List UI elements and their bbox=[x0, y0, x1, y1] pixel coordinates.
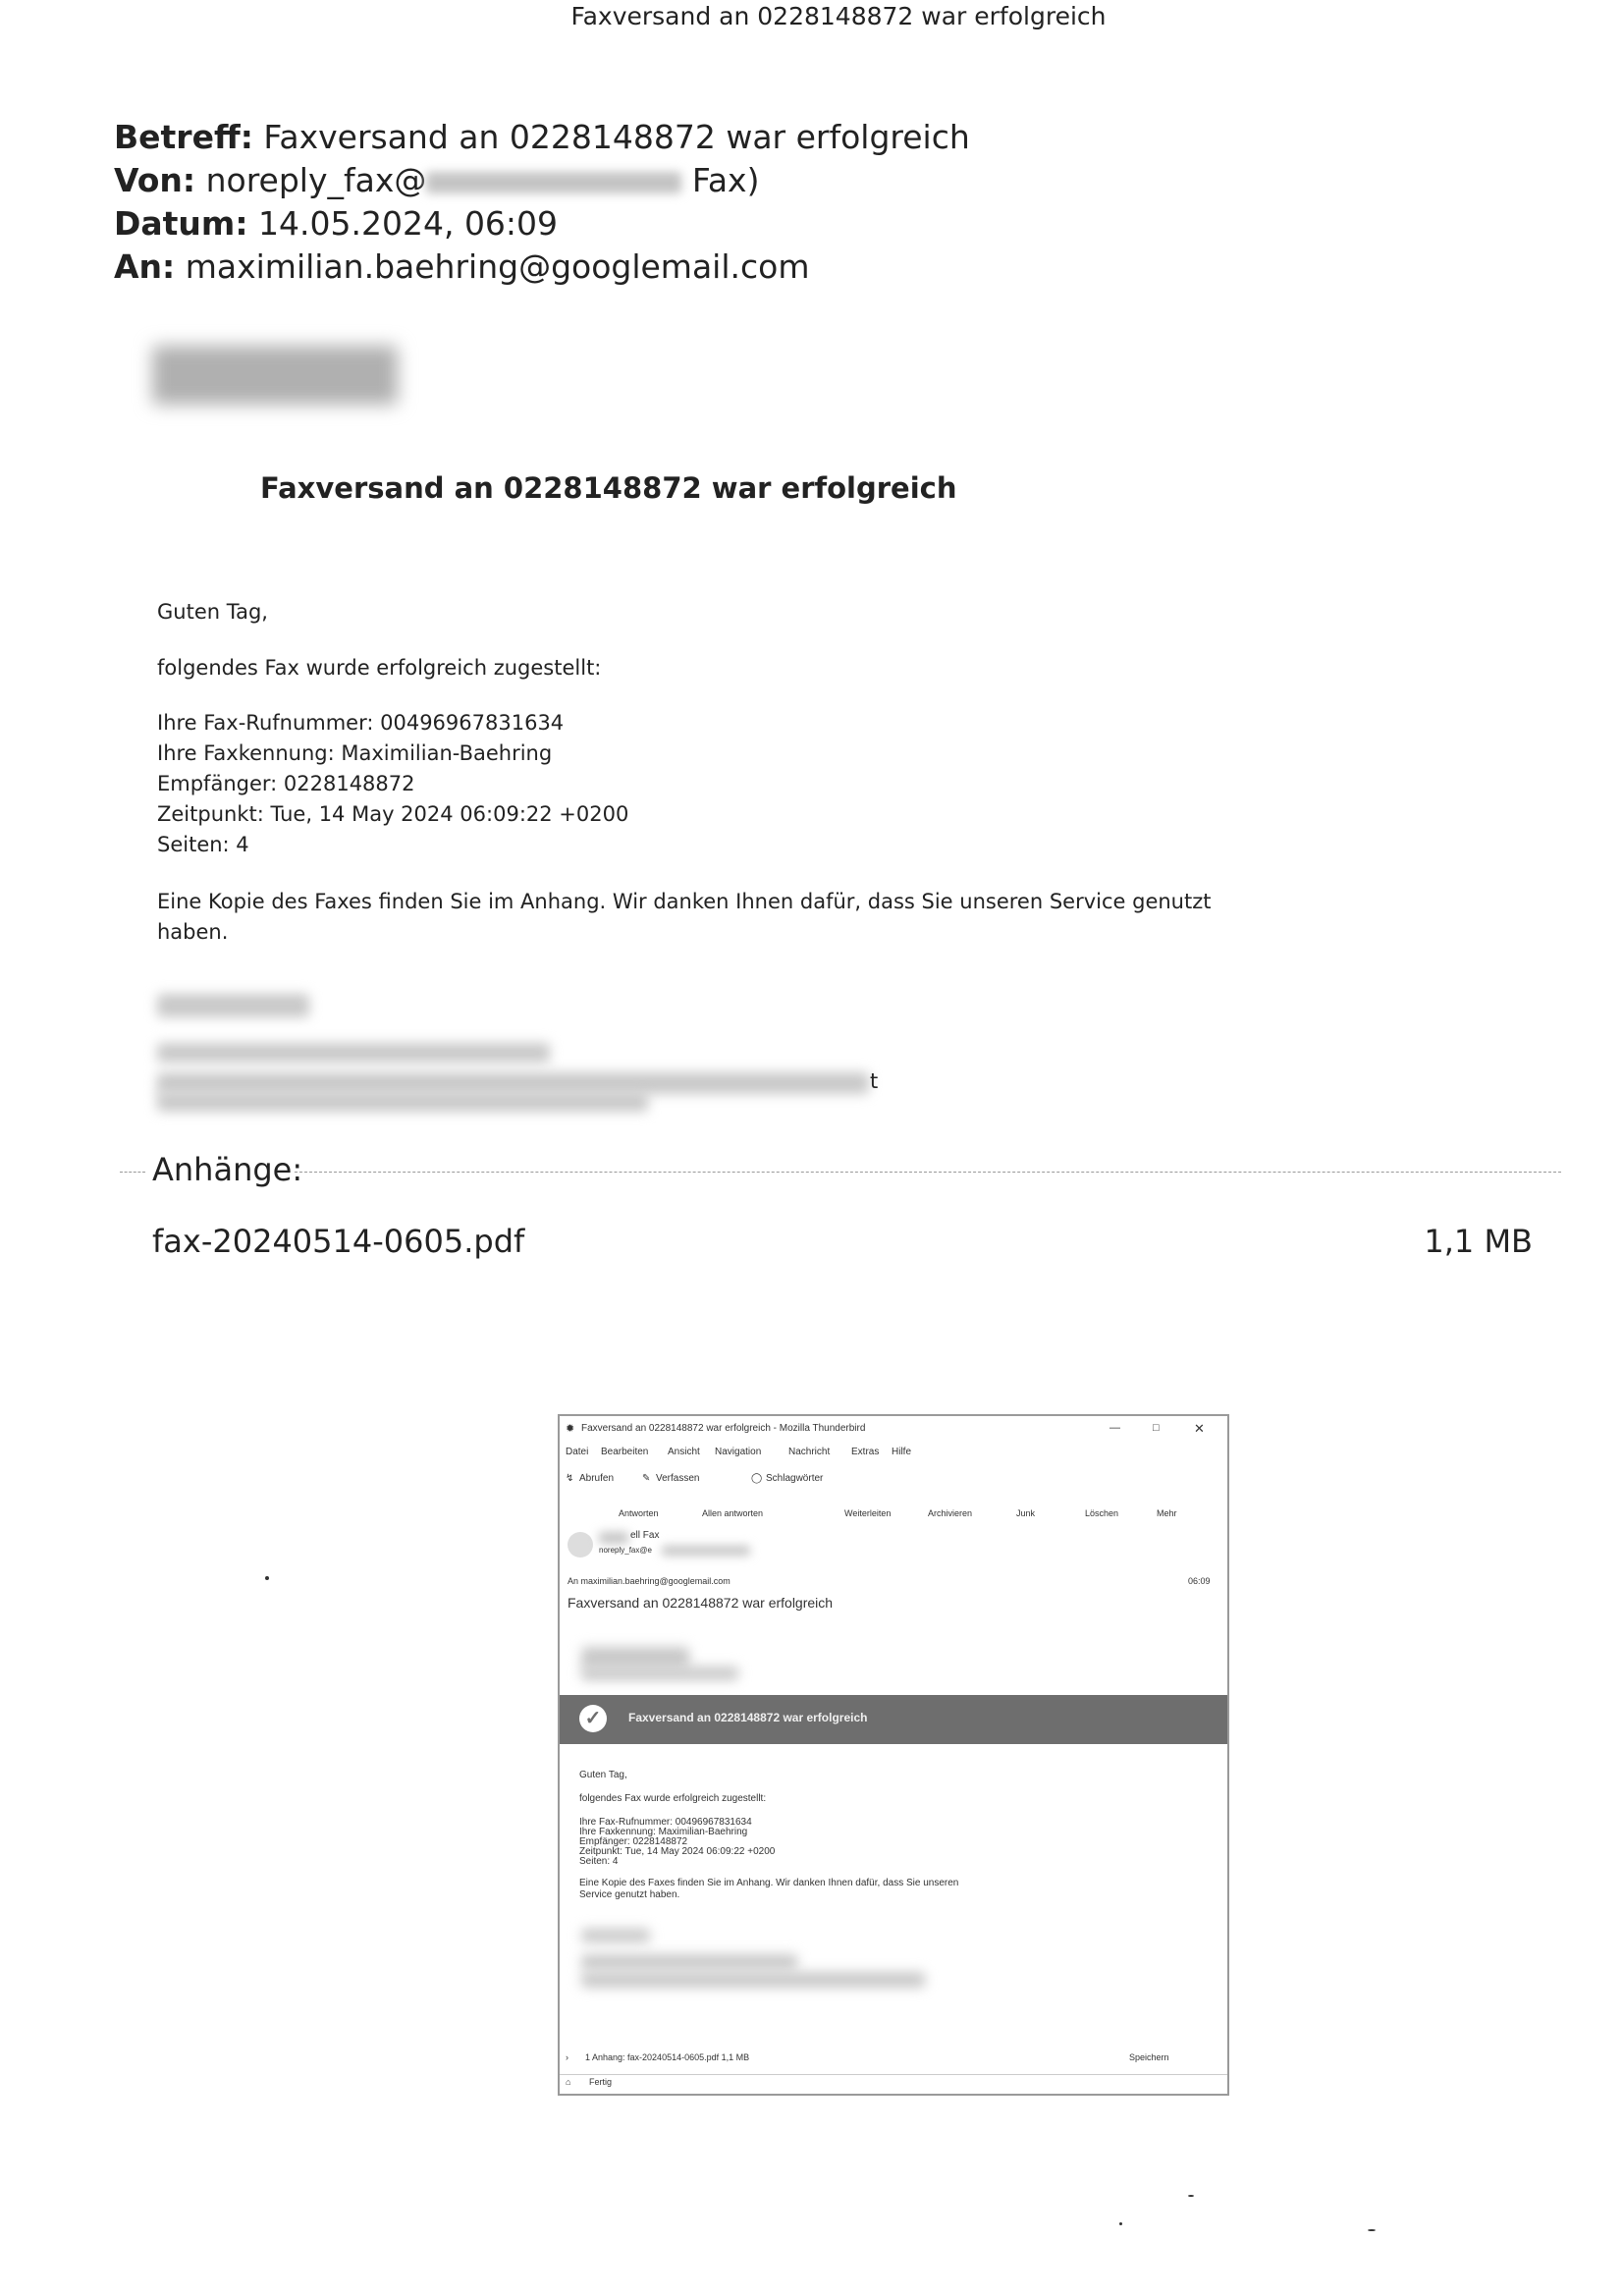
intro-text: folgendes Fax wurde erfolgreich zugestellt: bbox=[157, 656, 602, 680]
avatar bbox=[568, 1532, 593, 1558]
redacted-mini-sig1 bbox=[581, 1929, 650, 1942]
from-value-end: Fax) bbox=[691, 161, 760, 199]
archive-button[interactable]: Archivieren bbox=[928, 1508, 973, 1518]
to-line: An maximilian.baehring@googlemail.com bbox=[568, 1576, 730, 1586]
redacted-signature-line1 bbox=[157, 1043, 550, 1063]
redacted-signature-line2 bbox=[157, 1072, 869, 1094]
greeting: Guten Tag, bbox=[157, 600, 268, 624]
delete-button[interactable]: Löschen bbox=[1085, 1508, 1119, 1518]
mini-greeting: Guten Tag, bbox=[579, 1770, 627, 1780]
fetch-icon: ↯ bbox=[566, 1473, 574, 1484]
attachments-rule bbox=[295, 1172, 1561, 1173]
fax-id: Ihre Faxkennung: Maximilian-Baehring bbox=[157, 741, 553, 765]
tag-icon: ◯ bbox=[751, 1473, 763, 1484]
window-titlebar bbox=[560, 1422, 1227, 1438]
expand-icon[interactable]: › bbox=[566, 2052, 568, 2062]
from-line bbox=[114, 159, 759, 202]
date-label: Datum: bbox=[114, 204, 248, 243]
timestamp: Zeitpunkt: Tue, 14 May 2024 06:09:22 +0200 bbox=[157, 802, 629, 826]
mini-copy-line2: Service genutzt haben. bbox=[579, 1889, 680, 1900]
redacted-logo bbox=[152, 346, 398, 405]
success-banner bbox=[560, 1695, 1227, 1744]
mini-pages: Seiten: 4 bbox=[579, 1856, 619, 1867]
maximize-icon[interactable]: □ bbox=[1153, 1422, 1160, 1434]
scan-speck bbox=[265, 1576, 269, 1580]
activity-icon: ⌂ bbox=[566, 2077, 571, 2087]
compose-button[interactable]: Verfassen bbox=[656, 1473, 700, 1484]
message-time: 06:09 bbox=[1188, 1576, 1211, 1586]
save-button[interactable]: Speichern bbox=[1129, 2052, 1169, 2062]
from-value-start: noreply_fax@ bbox=[205, 161, 427, 199]
from-label: Von: bbox=[114, 161, 196, 199]
to-label: An: bbox=[114, 247, 176, 286]
fax-number: Ihre Fax-Rufnummer: 00496967831634 bbox=[157, 711, 565, 735]
attachments-rule-left bbox=[120, 1172, 145, 1173]
menu-hilfe[interactable]: Hilfe bbox=[892, 1447, 912, 1457]
window-title: Faxversand an 0228148872 war erfolgreich - Mozilla Thunderbird bbox=[581, 1423, 866, 1434]
thunderbird-screenshot bbox=[558, 1414, 1229, 2096]
attachment-summary[interactable]: 1 Anhang: fax-20240514-0605.pdf 1,1 MB bbox=[585, 2052, 750, 2062]
close-icon[interactable]: ✕ bbox=[1194, 1421, 1205, 1436]
fetch-button[interactable]: Abrufen bbox=[579, 1473, 615, 1484]
to-line bbox=[114, 246, 809, 289]
status-bar bbox=[560, 2074, 1227, 2087]
menu-datei[interactable]: Datei bbox=[566, 1447, 589, 1457]
message-subject: Faxversand an 0228148872 war erfolgreich bbox=[568, 1595, 834, 1611]
mini-fax-id: Ihre Faxkennung: Maximilian-Baehring bbox=[579, 1827, 748, 1837]
mini-time: Zeitpunkt: Tue, 14 May 2024 06:09:22 +0200 bbox=[579, 1846, 776, 1857]
menu-bearbeiten[interactable]: Bearbeiten bbox=[601, 1447, 649, 1457]
redacted-logo-sub bbox=[581, 1667, 738, 1680]
menu-nachricht[interactable]: Nachricht bbox=[788, 1447, 831, 1457]
recipient: Empfänger: 0228148872 bbox=[157, 772, 415, 795]
check-icon: ✓ bbox=[579, 1705, 607, 1732]
page-title: Faxversand an 0228148872 war erfolgreich bbox=[570, 2, 1107, 30]
date-line bbox=[114, 202, 558, 246]
menu-ansicht[interactable]: Ansicht bbox=[668, 1447, 700, 1457]
menu-extras[interactable]: Extras bbox=[851, 1447, 880, 1457]
scan-speck bbox=[1188, 2195, 1194, 2197]
subject-value: Faxversand an 0228148872 war erfolgreich bbox=[263, 118, 970, 156]
redacted-mini-sig2 bbox=[581, 1954, 797, 1970]
attachment-file-size: 1,1 MB bbox=[1424, 1223, 1533, 1260]
scan-speck bbox=[1368, 2229, 1376, 2231]
date-value: 14.05.2024, 06:09 bbox=[258, 204, 559, 243]
attachments-heading: Anhänge: bbox=[152, 1151, 303, 1188]
redacted-logo bbox=[581, 1647, 689, 1668]
sender-address: noreply_fax@e bbox=[599, 1546, 652, 1555]
mini-recipient: Empfänger: 0228148872 bbox=[579, 1836, 688, 1847]
mini-fax-number: Ihre Fax-Rufnummer: 00496967831634 bbox=[579, 1817, 752, 1828]
menu-navigation[interactable]: Navigation bbox=[715, 1447, 762, 1457]
subject-line bbox=[114, 116, 970, 159]
more-button[interactable]: Mehr bbox=[1157, 1508, 1177, 1518]
subject-label: Betreff: bbox=[114, 118, 253, 156]
mail-title: Faxversand an 0228148872 war erfolgreich bbox=[260, 471, 957, 505]
to-value: maximilian.baehring@googlemail.com bbox=[185, 247, 810, 286]
thunderbird-icon: ✹ bbox=[566, 1423, 575, 1435]
signature-tail: t bbox=[870, 1069, 879, 1093]
forward-button[interactable]: Weiterleiten bbox=[844, 1508, 892, 1518]
compose-icon: ✎ bbox=[642, 1473, 651, 1484]
tags-button[interactable]: Schlagwörter bbox=[766, 1473, 824, 1484]
minimize-icon[interactable]: — bbox=[1109, 1422, 1120, 1434]
redacted-mini-sig3 bbox=[581, 1972, 925, 1988]
junk-button[interactable]: Junk bbox=[1016, 1508, 1036, 1518]
mini-copy-line1: Eine Kopie des Faxes finden Sie im Anhang. Wir danken Ihnen dafür, dass Sie unseren bbox=[579, 1878, 959, 1888]
status-text: Fertig bbox=[589, 2077, 613, 2087]
scan-speck bbox=[1119, 2222, 1122, 2225]
redacted-sender-domain bbox=[662, 1546, 750, 1556]
reply-button[interactable]: Antworten bbox=[619, 1508, 659, 1518]
banner-text: Faxversand an 0228148872 war erfolgreich bbox=[628, 1711, 868, 1724]
mini-intro: folgendes Fax wurde erfolgreich zugestellt: bbox=[579, 1793, 767, 1804]
redacted-signature-name bbox=[157, 994, 309, 1017]
sender-name: ell Fax bbox=[630, 1530, 660, 1541]
copy-note-line2: haben. bbox=[157, 920, 229, 944]
copy-note-line1: Eine Kopie des Faxes finden Sie im Anhang. Wir danken Ihnen dafür, dass Sie unseren Service genutzt bbox=[157, 890, 1212, 913]
page-count: Seiten: 4 bbox=[157, 833, 249, 856]
reply-all-button[interactable]: Allen antworten bbox=[702, 1508, 764, 1518]
redacted-signature-line3 bbox=[157, 1092, 648, 1112]
redacted-sender-name bbox=[599, 1532, 628, 1544]
attachment-file-name[interactable]: fax-20240514-0605.pdf bbox=[152, 1223, 525, 1260]
redacted-sender bbox=[426, 172, 681, 193]
